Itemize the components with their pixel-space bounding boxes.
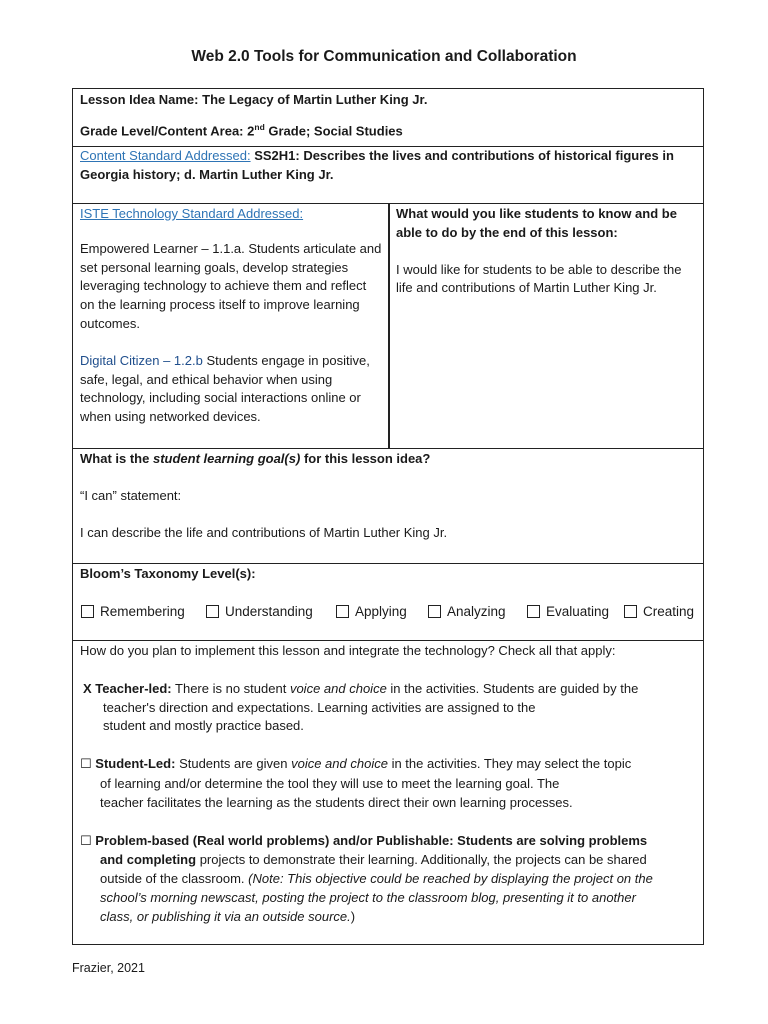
goal-q-pre: What is the: [80, 451, 150, 466]
iste-standard-cell: [80, 205, 383, 427]
i-can-label: “I can” statement:: [80, 487, 182, 503]
checkbox-icon[interactable]: [428, 605, 441, 618]
bloom-label: Understanding: [225, 604, 313, 619]
grade-suffix: nd: [254, 122, 265, 132]
problem-based-note-2: school’s morning newscast, posting the project to the classroom blog, presenting it to another: [100, 889, 636, 905]
content-standard-link[interactable]: Content Standard Addressed:: [80, 148, 251, 163]
bloom-label: Creating: [643, 604, 695, 619]
know-do-question: What would you like students to know and be able to do by the end of this lesson:: [396, 206, 677, 240]
checkbox-icon[interactable]: [206, 605, 219, 618]
lesson-plan-table: [72, 88, 704, 945]
student-led-line-3: teacher facilitates the learning as the students direct their own learning processes.: [100, 794, 573, 810]
teacher-led-mark[interactable]: X: [83, 680, 92, 696]
problem-based-line-3: [80, 870, 698, 889]
bloom-label: Remembering: [100, 604, 185, 619]
bloom-label: Evaluating: [546, 604, 610, 619]
option-problem-based[interactable]: [80, 832, 698, 927]
student-led-text: Students are given: [179, 756, 288, 772]
bloom-creating[interactable]: [624, 604, 694, 619]
iste-digital-citizen: [80, 352, 383, 427]
problem-based-label: Problem-based (Real world problems) and/or Publishable: Students are solving problems: [95, 832, 648, 848]
implementation-cell: [80, 642, 698, 927]
problem-based-close: ): [350, 908, 356, 924]
teacher-led-text: There is no student: [175, 680, 287, 696]
content-standard-text: SS2H1: Describes the lives and contributions of historical figures in Georgia history; d. Martin Luther King Jr.: [80, 148, 674, 182]
bloom-understanding[interactable]: [206, 604, 313, 619]
goal-q-post: for this lesson idea?: [303, 451, 431, 466]
implementation-question: How do you plan to implement this lesson and integrate the technology? Check all that apply:: [80, 643, 616, 658]
learning-goal-question: [80, 450, 695, 469]
option-teacher-led[interactable]: [80, 680, 698, 736]
bloom-label: Applying: [355, 604, 407, 619]
student-led-line-2: of learning and/or determine the tool they will use to meet the learning goal. The: [100, 775, 560, 791]
content-standard-block: [80, 147, 695, 185]
checkbox-icon[interactable]: [336, 605, 349, 618]
footer-author: Frazier, 2021: [72, 961, 145, 975]
problem-based-line-4: [80, 889, 698, 908]
problem-based-note-3: class, or publishing it via an outside source.: [100, 908, 351, 924]
know-do-answer: I would like for students to be able to describe the life and contributions of Martin Luther King Jr.: [396, 261, 682, 296]
student-led-text-2: in the activities. They may select the topic: [391, 756, 632, 772]
problem-based-line-5: [80, 908, 698, 927]
grade-subject: Grade; Social Studies: [268, 123, 403, 139]
grade-level-line: [80, 118, 695, 141]
problem-based-text-3: outside of the classroom.: [100, 871, 245, 887]
checkbox-icon[interactable]: [624, 605, 637, 618]
teacher-led-text-2: in the activities. Students are guided by the: [390, 680, 639, 696]
problem-based-line-2: [80, 851, 698, 870]
bloom-remembering[interactable]: [81, 604, 185, 619]
bloom-label: Analyzing: [447, 604, 506, 619]
blooms-label: Bloom’s Taxonomy Level(s):: [80, 566, 256, 581]
document-title: Web 2.0 Tools for Communication and Collaboration: [191, 48, 577, 65]
grade-level-label: Grade Level/Content Area:: [80, 123, 244, 139]
checkbox-icon[interactable]: ☐: [80, 833, 92, 849]
problem-based-text: projects to demonstrate their learning. Additionally, the projects can be shared: [199, 852, 647, 868]
checkbox-icon[interactable]: [527, 605, 540, 618]
student-led-label: Student-Led:: [95, 756, 176, 772]
iste-standard-link[interactable]: ISTE Technology Standard Addressed:: [80, 206, 304, 221]
goal-q-emphasis: student learning goal(s): [152, 451, 301, 466]
problem-based-bold: and completing: [100, 852, 197, 868]
teacher-led-emphasis: voice and choice: [289, 680, 387, 696]
teacher-led-label: Teacher-led:: [95, 680, 172, 696]
student-led-emphasis: voice and choice: [291, 756, 388, 772]
bloom-applying[interactable]: [336, 604, 407, 619]
teacher-led-line-3: student and mostly practice based.: [103, 718, 304, 734]
digital-citizen-text: Students engage in positive, safe, legal, and ethical behavior when using technology, including social interactions online or when using networked devices.: [80, 352, 370, 425]
option-student-led[interactable]: [80, 755, 698, 812]
bloom-evaluating[interactable]: [527, 604, 609, 619]
column-divider: [388, 203, 390, 449]
problem-based-note-1: (Note: This objective could be reached by displaying the project on the: [248, 871, 653, 887]
lesson-idea-value: The Legacy of Martin Luther King Jr.: [202, 92, 428, 107]
grade-number: 2: [247, 123, 255, 139]
lesson-idea-line: [80, 91, 695, 110]
digital-citizen-link[interactable]: Digital Citizen – 1.2.b: [80, 352, 203, 368]
iste-empowered-learner: Empowered Learner – 1.1.a. Students articulate and set personal learning goals, develop strategies leveraging technology to achieve them and reflect on the learning process itself to improve learning outcomes.: [80, 240, 382, 331]
learning-goal-cell: [80, 450, 695, 542]
lesson-idea-label: Lesson Idea Name:: [80, 92, 199, 107]
i-can-statement: I can describe the life and contributions of Martin Luther King Jr.: [80, 524, 448, 540]
bloom-analyzing[interactable]: [428, 604, 506, 619]
teacher-led-line-2: teacher's direction and expectations. Learning activities are assigned to the: [103, 699, 536, 715]
checkbox-icon[interactable]: [81, 605, 94, 618]
know-do-cell: [396, 205, 696, 298]
checkbox-icon[interactable]: ☐: [80, 757, 92, 773]
